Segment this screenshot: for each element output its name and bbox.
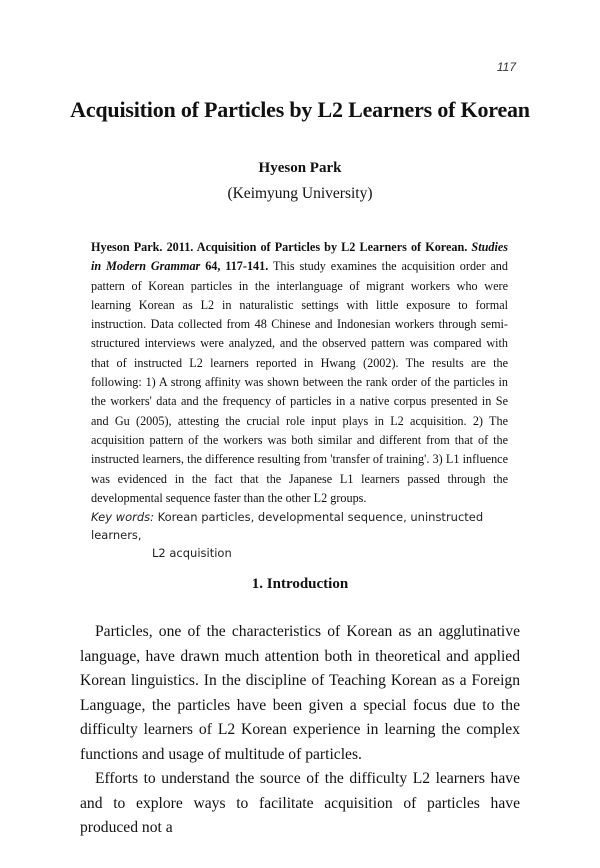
section-heading-introduction: 1. Introduction	[251, 576, 349, 592]
abstract-text: This study examines the acquisition order and pattern of Korean particles in the interlanguage of migrant workers who were learning Korean as L2 in naturalistic settings with little exposure to formal instruction. Data collected from 48 Chinese and Indonesian workers through semi-structured interviews were analyzed, and the observed pattern was compared with that of instructed L2 learners reported in Hwang (2002). The results are the following: 1) A strong affinity was shown between the rank order of the particles in the workers' data and the frequency of particles in a native corpus presented in Se and Gu (2005), attesting the crucial role input plays in L2 acquisition. 2) The acquisition pattern of the workers was both similar and different from that of the instructed learners, the difference resulting from 'transfer of training'. 3) L1 influence was evidenced in the fact that the Japanese L1 learners passed through the developmental sequence faster than the other L2 groups.	[91, 259, 508, 505]
author-affiliation: (Keimyung University)	[227, 185, 373, 202]
abstract	[91, 238, 508, 508]
abstract-journal-name: Studies in Modern Grammar	[91, 240, 508, 274]
keywords-label: Key words:	[91, 510, 155, 524]
abstract-citation-lead: Hyeson Park. 2011. Acquisition of Particles by L2 Learners of Korean.	[91, 240, 468, 254]
body-paragraph-1: Particles, one of the characteristics of Korean as an agglutinative language, have drawn much attention both in theoretical and applied Korean linguistics. In the discipline of Teaching Korean as a Foreign Language, the particles have been given a special focus due to the difficulty learners of L2 Korean experience in learning the complex functions and usage of multitude of particles.	[80, 623, 520, 763]
keywords-line-1: Korean particles, developmental sequence, uninstructed learners,	[91, 510, 484, 542]
abstract-volume-pages: 64, 117-141.	[205, 259, 269, 274]
paper-title: Acquisition of Particles by L2 Learners of Korean	[70, 97, 530, 122]
page-number: 117	[496, 60, 516, 74]
author-name: Hyeson Park	[258, 160, 342, 176]
body-paragraph-2: Efforts to understand the source of the difficulty L2 learners have and to explore ways to facilitate acquisition of particles have produced not a	[80, 770, 520, 836]
keywords-line-2: L2 acquisition	[152, 546, 232, 560]
keywords	[91, 508, 508, 562]
introduction-body	[80, 620, 520, 841]
